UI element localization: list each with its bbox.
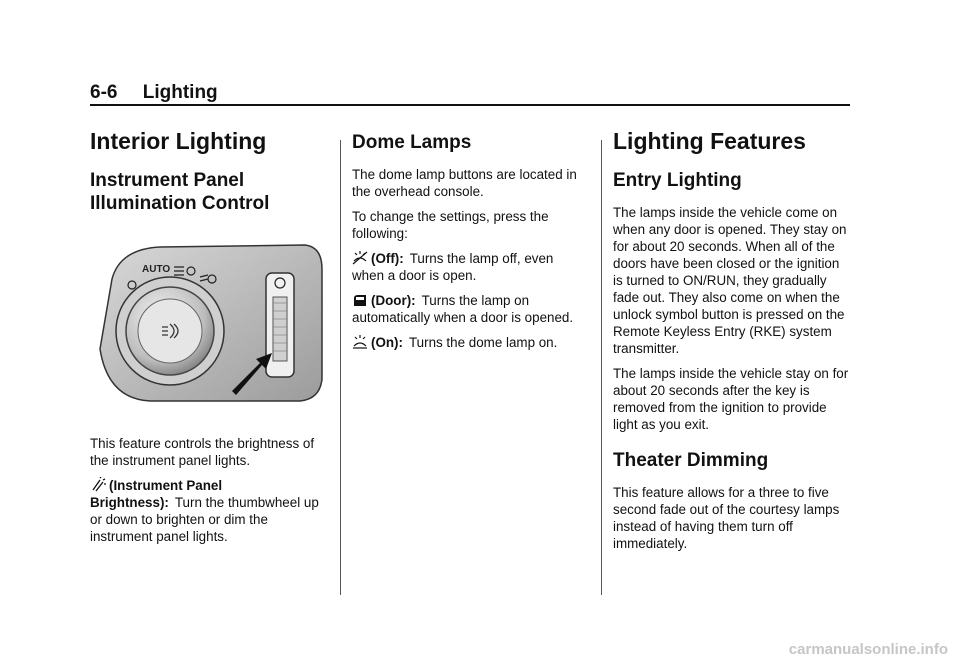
page-number: 6-6 <box>90 82 118 103</box>
headlamp-switch-illustration <box>90 239 326 407</box>
paragraph-panel-brightness <box>90 477 326 545</box>
dome-item-on <box>352 334 588 351</box>
dome-item-door <box>352 292 588 326</box>
paragraph-dome-location: The dome lamp buttons are located in the overhead console. <box>352 167 577 199</box>
term-door: (Door): <box>371 293 416 308</box>
desc-panel-brightness: Turn the thumbwheel up or down to brighten or dim the instrument panel lights. <box>90 495 319 544</box>
title-dome-lamps: Dome Lamps <box>352 132 472 153</box>
header-rule <box>90 104 850 106</box>
desc-off: Turns the lamp off, even when a door is open. <box>352 251 554 283</box>
term-off: (Off): <box>371 251 404 266</box>
paragraph-brightness-intro: This feature controls the brightness of the instrument panel lights. <box>90 436 315 468</box>
paragraph-entry-lighting-1: The lamps inside the vehicle come on when any door is opened. They stay on for about 20 seconds. When all of the doors have been closed or the ignition is turned to ON/RUN, they gradually fade out. They also come on when the unlock symbol button is pressed on the Remote Keyless Entry (RKE) system transmitter. <box>613 205 847 356</box>
column-1 <box>90 128 326 553</box>
door-icon <box>352 292 368 308</box>
title-interior-lighting: Interior Lighting <box>90 128 267 154</box>
subtitle-theater-dimming: Theater Dimming <box>613 450 769 471</box>
term-on: (On): <box>371 335 403 350</box>
column-2 <box>352 128 588 359</box>
page-header <box>90 82 218 104</box>
section-title: Lighting <box>142 82 218 103</box>
dome-item-off <box>352 250 588 284</box>
paragraph-dome-settings: To change the settings, press the following: <box>352 209 549 241</box>
dome-on-icon <box>352 334 368 350</box>
desc-door: Turns the lamp on automatically when a door is opened. <box>352 293 574 325</box>
column-divider-2 <box>601 140 602 595</box>
term-panel-brightness: (Instrument Panel Brightness): <box>90 478 223 510</box>
column-3 <box>613 128 849 560</box>
panel-brightness-icon <box>90 477 106 493</box>
dome-off-icon <box>352 250 368 266</box>
column-divider-1 <box>340 140 341 595</box>
subtitle-entry-lighting: Entry Lighting <box>613 170 742 191</box>
auto-label: AUTO <box>142 264 171 275</box>
subtitle-instrument-panel: Instrument Panel Illumination Control <box>90 170 270 214</box>
paragraph-theater-dimming: This feature allows for a three to five second fade out of the courtesy lamps instead of having them turn off immediately. <box>613 485 840 551</box>
title-lighting-features: Lighting Features <box>613 128 806 154</box>
paragraph-entry-lighting-2: The lamps inside the vehicle stay on for about 20 seconds after the key is removed from the ignition to provide light as you exit. <box>613 366 849 432</box>
desc-on: Turns the dome lamp on. <box>408 335 558 350</box>
watermark-text: carmanualsonline.info <box>788 641 948 658</box>
